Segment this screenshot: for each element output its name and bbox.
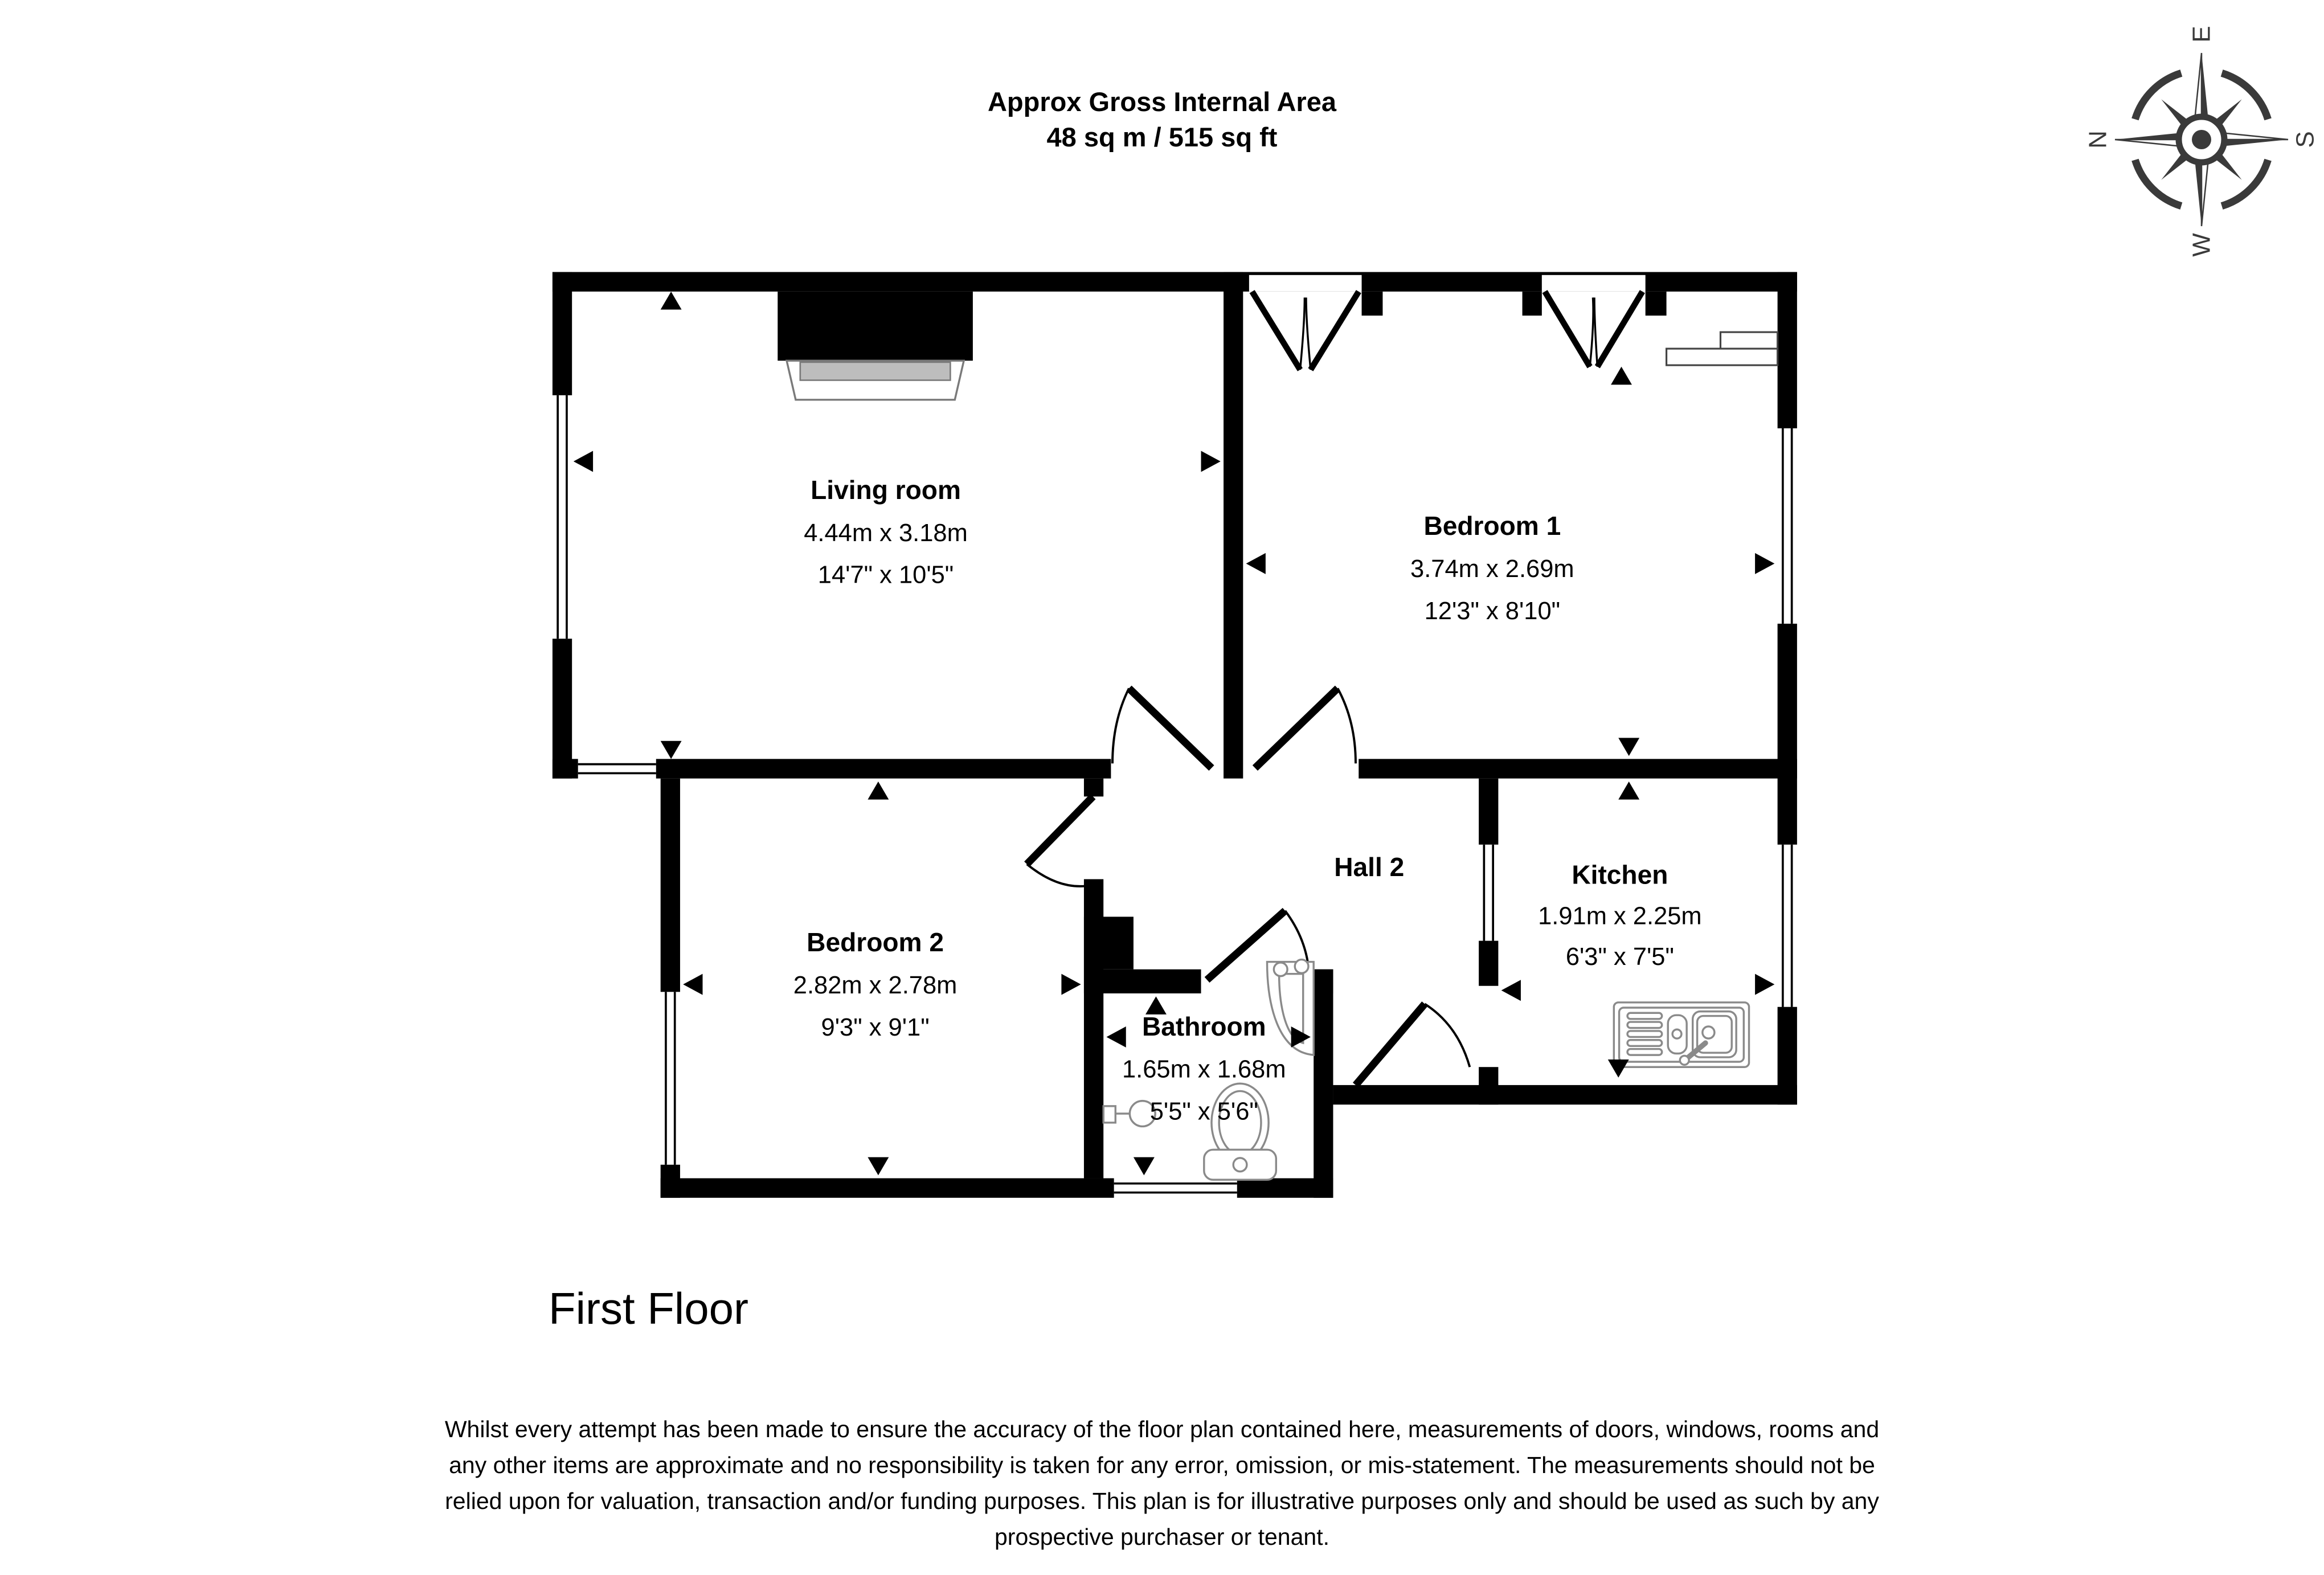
floor-label: First Floor <box>549 1283 748 1333</box>
room-size-imperial: 12'3" x 8'10" <box>1424 597 1561 625</box>
room-size-metric: 2.82m x 2.78m <box>793 971 958 999</box>
window-symbol <box>578 764 656 774</box>
door-swing-symbol <box>1255 688 1356 768</box>
dimension-arrow <box>1106 1026 1126 1048</box>
dimension-arrow <box>1061 974 1081 995</box>
dimension-arrow <box>1201 451 1221 472</box>
window-symbol <box>558 395 567 639</box>
dimension-arrow <box>1755 553 1774 574</box>
room-label-kitchen <box>1538 860 1702 970</box>
dimension-arrow <box>683 974 702 995</box>
dimension-arrow <box>1134 1157 1155 1176</box>
dimension-arrow <box>1611 367 1632 385</box>
disclaimer-line-1: Whilst every attempt has been made to ensure the accuracy of the floor plan contained here, measurements of doors, windows, rooms and <box>444 1416 1880 1442</box>
disclaimer-line-2: any other items are approximate and no responsibility is taken for any error, omission, or mis-statement. The measurements should not be <box>449 1452 1875 1478</box>
window-symbol <box>1481 845 1495 955</box>
room-size-imperial: 6'3" x 7'5" <box>1565 943 1674 971</box>
compass-north-label: N <box>2084 130 2112 149</box>
dimension-arrow <box>574 451 593 472</box>
room-name: Living room <box>811 474 961 505</box>
dimension-arrow <box>868 782 889 800</box>
room-name: Kitchen <box>1572 860 1668 890</box>
door-swing-symbol <box>1027 796 1093 886</box>
window-symbol <box>666 992 675 1164</box>
dimension-arrow <box>1501 980 1521 1001</box>
room-label-hall: Hall 2 <box>1334 852 1405 882</box>
towel-radiator-icon <box>1103 1101 1155 1127</box>
room-label-bedroom-1 <box>1410 511 1574 625</box>
room-size-imperial: 5'5" x 5'6" <box>1149 1098 1258 1126</box>
dimension-arrow <box>1618 738 1639 756</box>
window-symbol <box>1114 1184 1237 1193</box>
dimension-arrow <box>1755 974 1774 995</box>
casement-window-symbol <box>1542 275 1646 367</box>
compass-east-label: E <box>2187 26 2216 43</box>
room-size-imperial: 14'7" x 10'5" <box>817 561 954 589</box>
dimension-arrow <box>1618 782 1639 800</box>
room-size-metric: 1.91m x 2.25m <box>1538 902 1702 930</box>
disclaimer-line-3: relied upon for valuation, transaction and/or funding purposes. This plan is for illustrative purposes only and should be used as such by any <box>445 1488 1879 1514</box>
kitchen-sink-icon <box>1614 1003 1749 1067</box>
dimension-arrow <box>868 1157 889 1176</box>
door-swing-symbol <box>1112 688 1212 768</box>
fireplace-icon <box>778 292 973 400</box>
compass-south-label: S <box>2291 131 2319 148</box>
corner-basin-icon <box>1267 960 1314 1056</box>
casement-window-symbol <box>1249 275 1362 370</box>
room-label-bedroom-2 <box>793 927 958 1041</box>
title-line-2: 48 sq m / 515 sq ft <box>1046 122 1278 152</box>
dimension-arrow <box>661 741 682 759</box>
disclaimer <box>0 1412 2324 1555</box>
dimension-arrow <box>661 292 682 310</box>
room-name: Bedroom 2 <box>807 927 944 958</box>
dimension-arrow <box>1246 553 1266 574</box>
room-size-imperial: 9'3" x 9'1" <box>821 1013 930 1041</box>
shelf-icon <box>1667 332 1778 365</box>
room-size-metric: 3.74m x 2.69m <box>1410 555 1574 583</box>
title-line-1: Approx Gross Internal Area <box>987 87 1337 117</box>
room-size-metric: 1.65m x 1.68m <box>1122 1056 1286 1083</box>
room-size-metric: 4.44m x 3.18m <box>804 519 968 547</box>
room-name: Bedroom 1 <box>1423 511 1561 541</box>
room-label-living-room <box>804 475 968 589</box>
disclaimer-line-4: prospective purchaser or tenant. <box>995 1524 1329 1550</box>
dimension-arrow <box>1608 1059 1629 1078</box>
window-symbol <box>1783 845 1792 1007</box>
room-name: Bathroom <box>1141 1011 1266 1041</box>
compass-west-label: W <box>2187 233 2216 257</box>
window-symbol <box>1783 428 1792 624</box>
door-swing-symbol <box>1356 1004 1470 1085</box>
